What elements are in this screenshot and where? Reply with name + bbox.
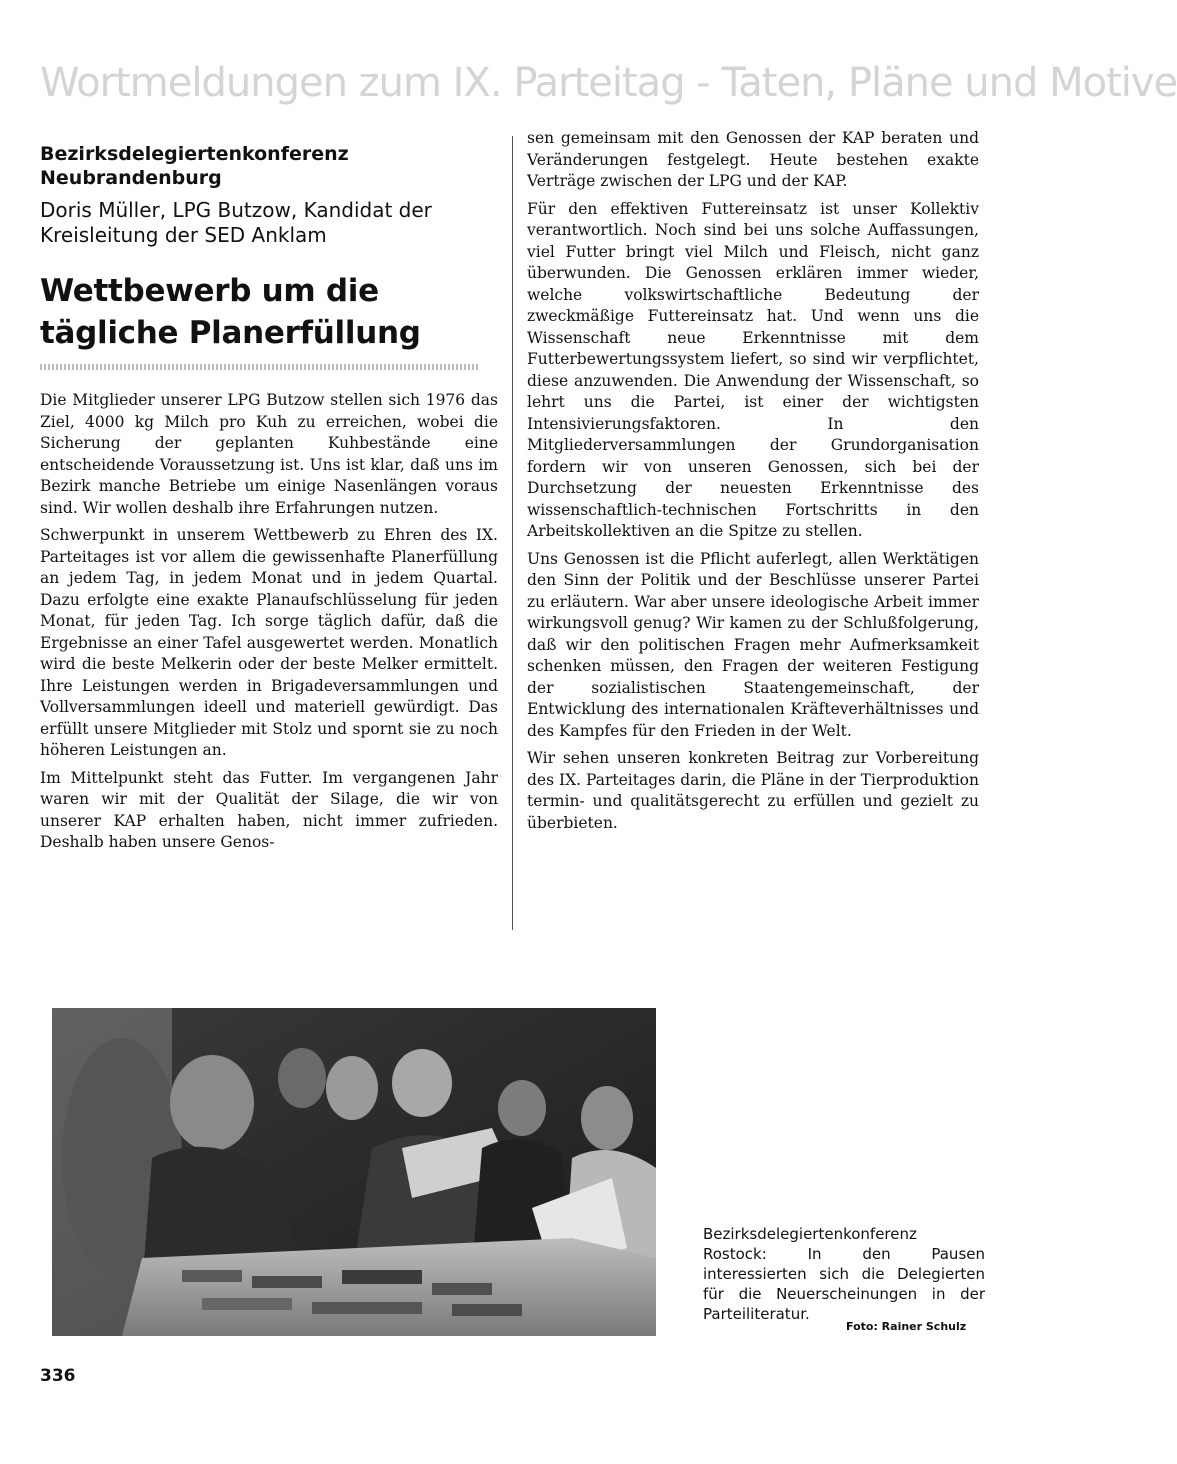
conference-line-1: Bezirksdelegiertenkonferenz [40,143,349,165]
author-byline: Doris Müller, LPG Butzow, Kandidat der Kreisleitung der SED Anklam [40,198,432,247]
photo-credit: Foto: Rainer Schulz [846,1320,967,1333]
body-paragraph: sen gemeinsam mit den Genossen der KAP beraten und Veränderungen festgelegt. Heute bestehen exakte Verträge zwischen der LPG und der KAP. [527,129,979,190]
photo-caption: Bezirksdelegiertenkonferenz Rostock: In den Pausen interessierten sich die Delegierten für die Neuerscheinungen in der Parteiliteratur. [703,1225,985,1323]
photo-delegates-browsing-literature [52,1008,656,1336]
conference-title [40,142,498,190]
left-column [40,136,498,860]
headline-divider [40,364,480,370]
column-rule [512,136,513,930]
headline-line-1: Wettbewerb um die [40,273,379,309]
photo-illustration [52,1008,656,1336]
page-number: 336 [40,1366,76,1386]
body-paragraph: Schwerpunkt in unserem Wettbewerb zu Ehren des IX. Parteitages ist vor allem die gewissenhafte Planerfüllung an jedem Tag, in jedem Monat und in jedem Quartal. Dazu erfolgte eine exakte Planaufschlüsselung für jeden Monat, für jeden Tag. Ich sorge täglich dafür, daß die Ergebnisse an einer Tafel ausgewertet werden. Monatlich wird die beste Melkerin oder der beste Melker ermittelt. Ihre Leistungen werden in Brigadeversammlungen und Vollversammlungen ideell und materiell gewürdigt. Das erfüllt unsere Mitglieder mit Stolz und spornt sie zu noch höheren Leistungen an. [40,526,498,759]
body-paragraph: Uns Genossen ist die Pflicht auferlegt, allen Werktätigen den Sinn der Politik und der Beschlüsse unserer Partei zu erläutern. War aber unsere ideologische Arbeit immer wirkungsvoll genug? Wir kamen zu der Schlußfolgerung, daß wir den politischen Fragen mehr Aufmerksamkeit schenken müssen, den Fragen der weiteren Festigung der sozialistischen Staatengemeinschaft, der Entwicklung des internationalen Kräfteverhältnisses und des Kampfes für den Frieden in der Welt. [527,549,979,740]
conference-line-2: Neubrandenburg [40,167,222,189]
body-paragraph: Im Mittelpunkt steht das Futter. Im vergangenen Jahr waren wir mit der Qualität der Silage, die wir von unserer KAP erhalten haben, nicht immer zufrieden. Deshalb haben unsere Genos- [40,768,498,851]
right-column [527,128,979,840]
article-headline [40,270,498,354]
body-paragraph: Wir sehen unseren konkreten Beitrag zur Vorbereitung des IX. Parteitages darin, die Pläne in der Tierproduktion termin- und qualitätsgerecht zu erfüllen und gezielt zu überbieten. [527,749,979,832]
running-head: Wortmeldungen zum IX. Parteitag - Taten, Pläne und Motive [40,60,1177,106]
headline-line-2: tägliche Planerfüllung [40,315,421,351]
body-paragraph: Die Mitglieder unserer LPG Butzow stellen sich 1976 das Ziel, 4000 kg Milch pro Kuh zu erreichen, wobei die Sicherung der geplanten Kuhbestände eine entscheidende Voraussetzung ist. Uns ist klar, daß uns im Bezirk manche Betriebe um einige Nasenlängen voraus sind. Wir wollen deshalb ihre Erfahrungen nutzen. [40,391,498,517]
body-paragraph: Für den effektiven Futtereinsatz ist unser Kollektiv verantwortlich. Noch sind bei uns solche Auffassungen, viel Futter bringt viel Milch und Fleisch, nicht ganz überwunden. Die Genossen erklären immer wieder, welche volkswirtschaftliche Bedeutung der zweckmäßige Futtereinsatz hat. Und wenn uns die Wissenschaft neue Erkenntnisse mit dem Futterbewertungssystem liefert, so sind wir verpflichtet, diese anzuwenden. Die Anwendung der Wissenschaft, so lehrt uns die Partei, ist einer der wichtigsten Intensivierungsfaktoren. In den Mitgliederversammlungen der Grundorganisation fordern wir von unseren Genossen, sich bei der Durchsetzung der neuesten Erkenntnisse des wissenschaftlich-technischen Fortschritts in den Arbeitskollektiven an die Spitze zu stellen. [527,199,979,540]
